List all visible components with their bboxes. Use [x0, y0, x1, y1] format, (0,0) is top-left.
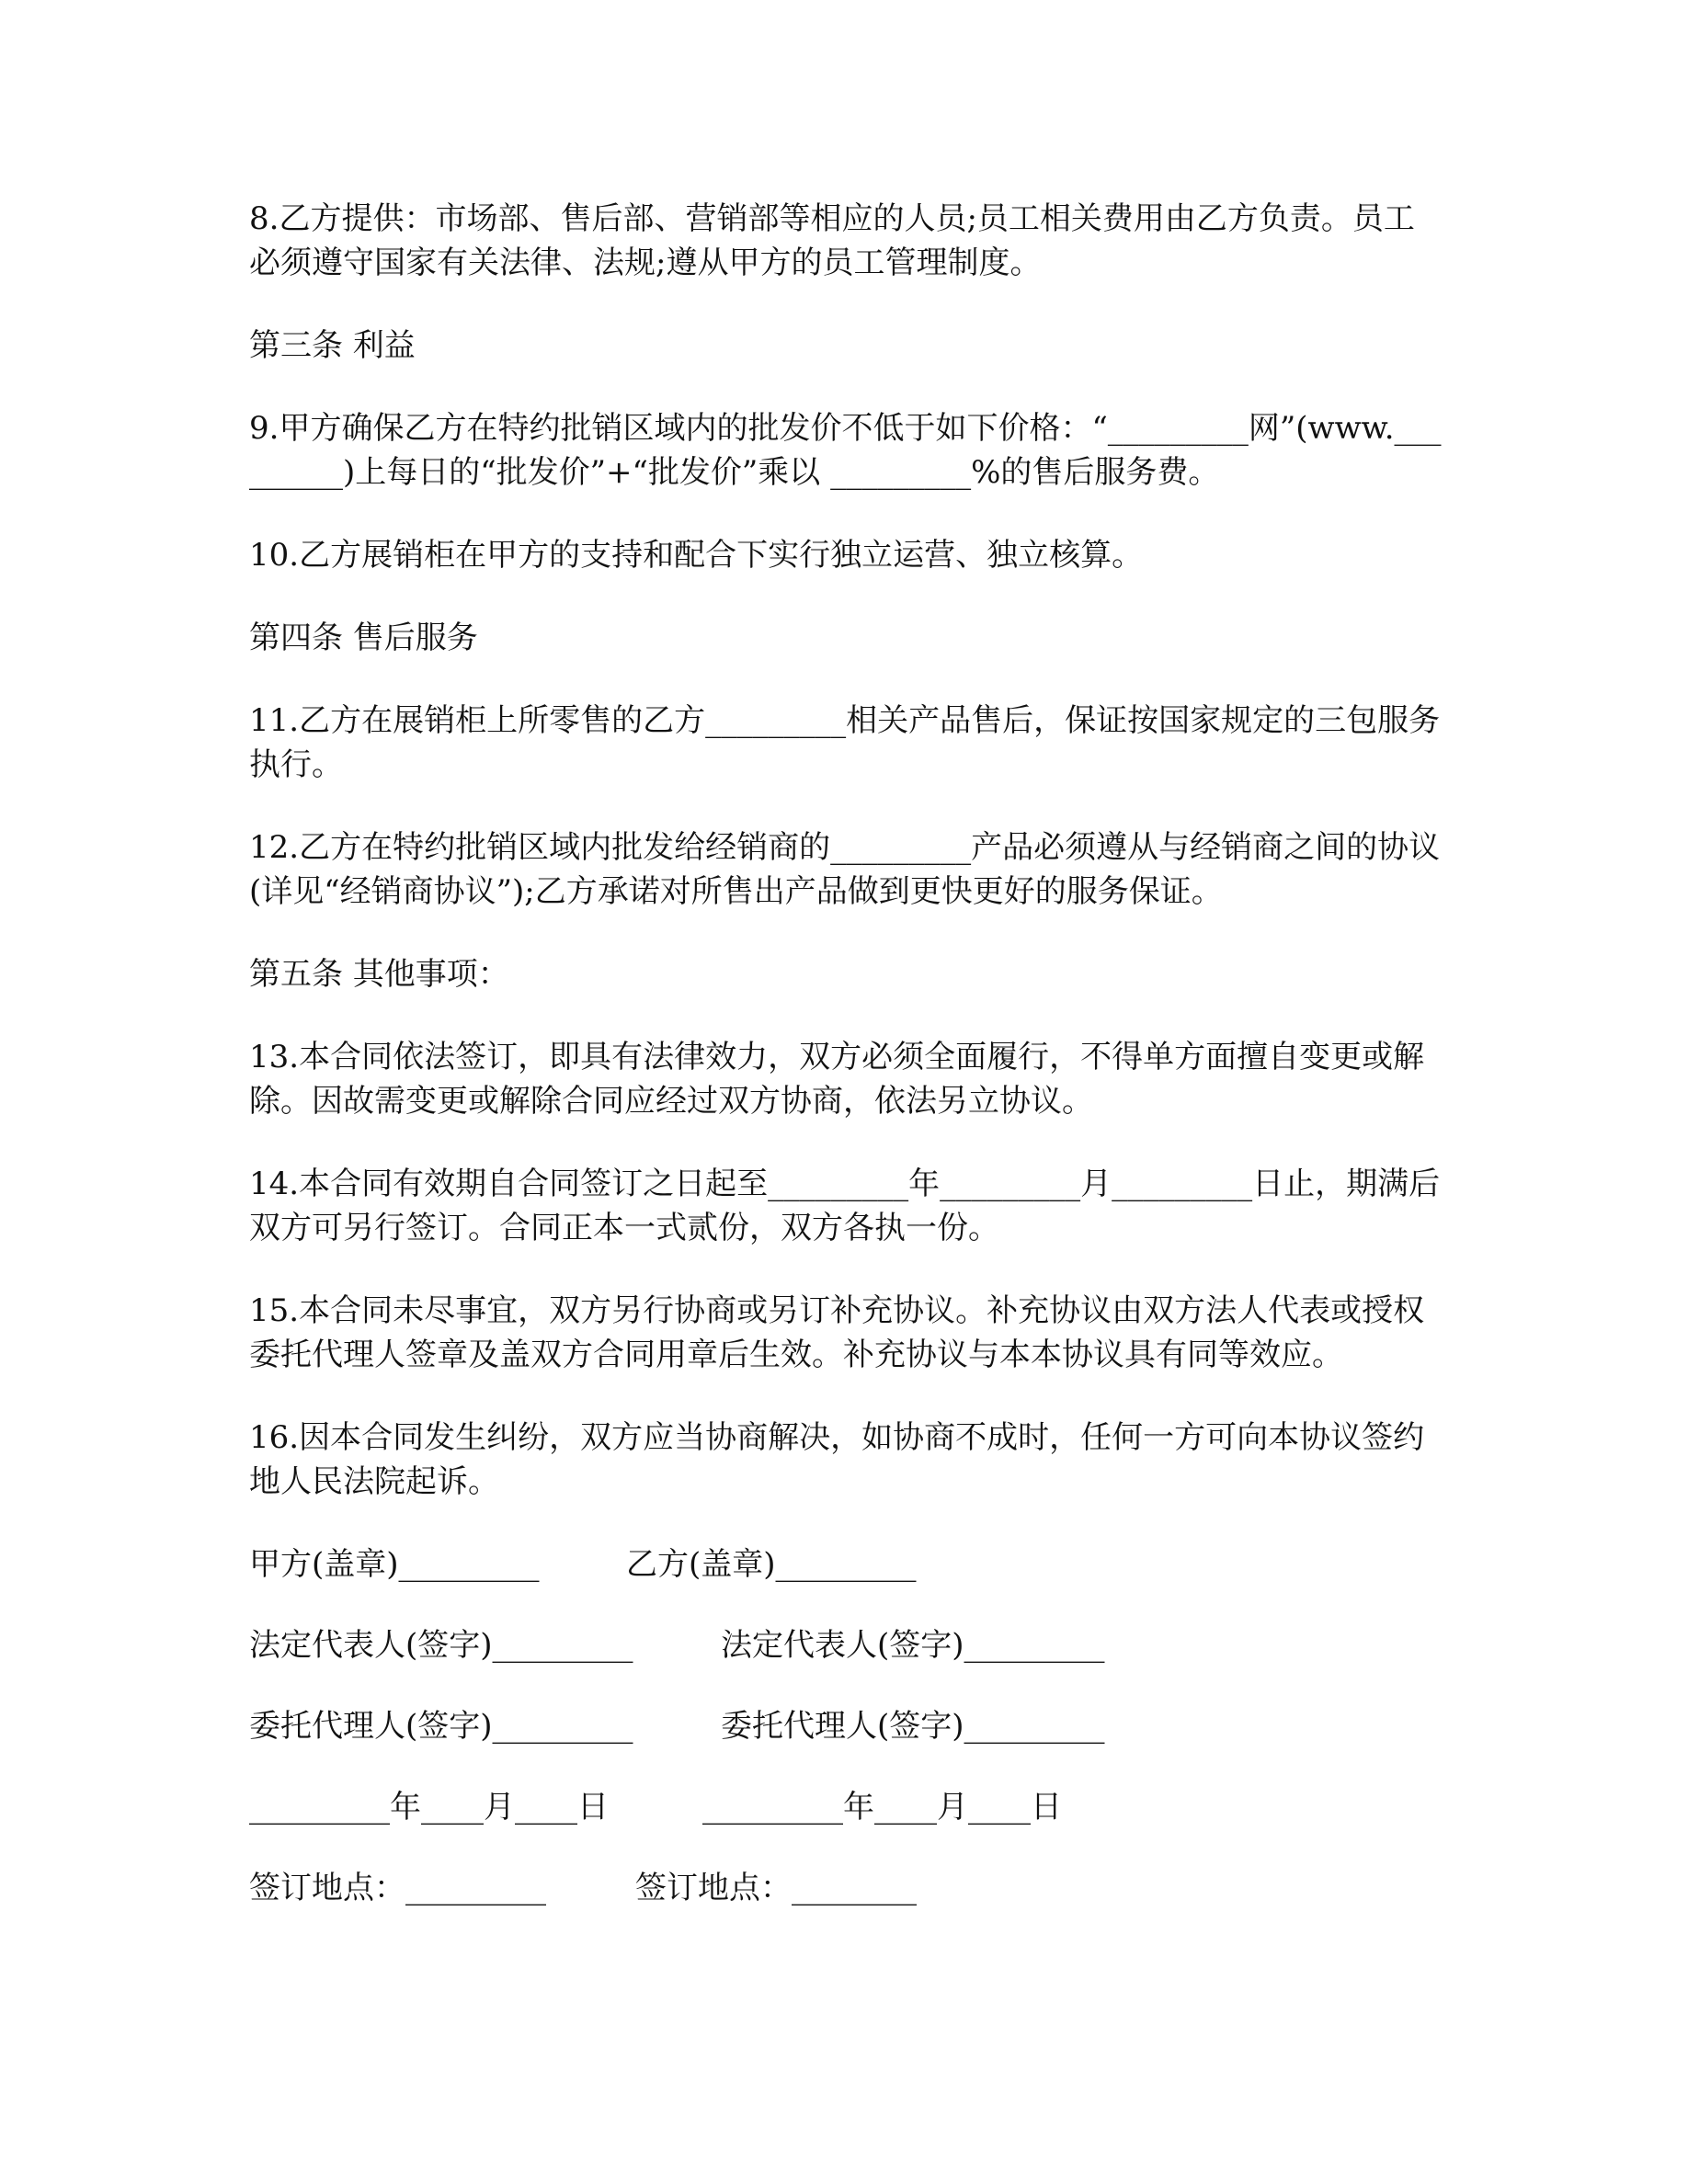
- clause-16: 16.因本合同发生纠纷，双方应当协商解决，如协商不成时，任何一方可向本协议签约地人民法院起诉。: [249, 1419, 1425, 1500]
- clause-14: 14.本合同有效期自合同签订之日起至_________年_________月_________日止，期满后双方可另行签订。合同正本一式贰份，双方各执一份。: [249, 1166, 1441, 1246]
- signature-row-place: [249, 1866, 1444, 1910]
- signature-row-date: [249, 1785, 1444, 1829]
- party-b-date: _________年____月____日: [702, 1789, 1062, 1826]
- signature-row-legal-rep: [249, 1623, 1444, 1667]
- party-a-date: _________年____月____日: [249, 1789, 609, 1826]
- party-b-agent: 委托代理人(签字)_________: [721, 1708, 1105, 1745]
- section-heading-3: 第三条 利益: [249, 327, 416, 364]
- clause-15: 15.本合同未尽事宜，双方另行协商或另订补充协议。补充协议由双方法人代表或授权委托代理人签章及盖双方合同用章后生效。补充协议与本本协议具有同等效应。: [249, 1292, 1425, 1373]
- document-page: [249, 197, 1444, 1947]
- party-b-legal-rep: 法定代表人(签字)_________: [721, 1627, 1105, 1664]
- clause-13: 13.本合同依法签订，即具有法律效力，双方必须全面履行，不得单方面擅自变更或解除。因故需变更或解除合同应经过双方协商，依法另立协议。: [249, 1039, 1425, 1120]
- signature-row-seal: [249, 1542, 1444, 1587]
- party-a-legal-rep: 法定代表人(签字)_________: [249, 1627, 633, 1664]
- clause-12: 12.乙方在特约批销区域内批发给经销商的_________产品必须遵从与经销商之间的协议(详见“经销商协议”);乙方承诺对所售出产品做到更快更好的服务保证。: [249, 829, 1441, 910]
- party-b-place: 签订地点：________: [635, 1870, 917, 1906]
- party-a-place: 签订地点：_________: [249, 1870, 546, 1906]
- signature-row-agent: [249, 1704, 1444, 1748]
- clause-10: 10.乙方展销柜在甲方的支持和配合下实行独立运营、独立核算。: [249, 537, 1144, 574]
- section-heading-4: 第四条 售后服务: [249, 620, 478, 656]
- clause-11: 11.乙方在展销柜上所零售的乙方_________相关产品售后，保证按国家规定的三包服务执行。: [249, 702, 1441, 783]
- party-a-agent: 委托代理人(签字)_________: [249, 1708, 633, 1745]
- party-a-seal: 甲方(盖章)_________: [249, 1546, 540, 1583]
- party-b-seal: 乙方(盖章)_________: [626, 1546, 917, 1583]
- clause-9: 9.甲方确保乙方在特约批销区域内的批发价不低于如下价格：“_________网”(www._________)上每日的“批发价”+“批发价”乘以 _________%的售后服务费。: [249, 410, 1442, 491]
- section-heading-5: 第五条 其他事项：: [249, 956, 509, 993]
- clause-8: 8.乙方提供：市场部、售后部、营销部等相应的人员;员工相关费用由乙方负责。员工必须遵守国家有关法律、法规;遵从甲方的员工管理制度。: [249, 200, 1415, 281]
